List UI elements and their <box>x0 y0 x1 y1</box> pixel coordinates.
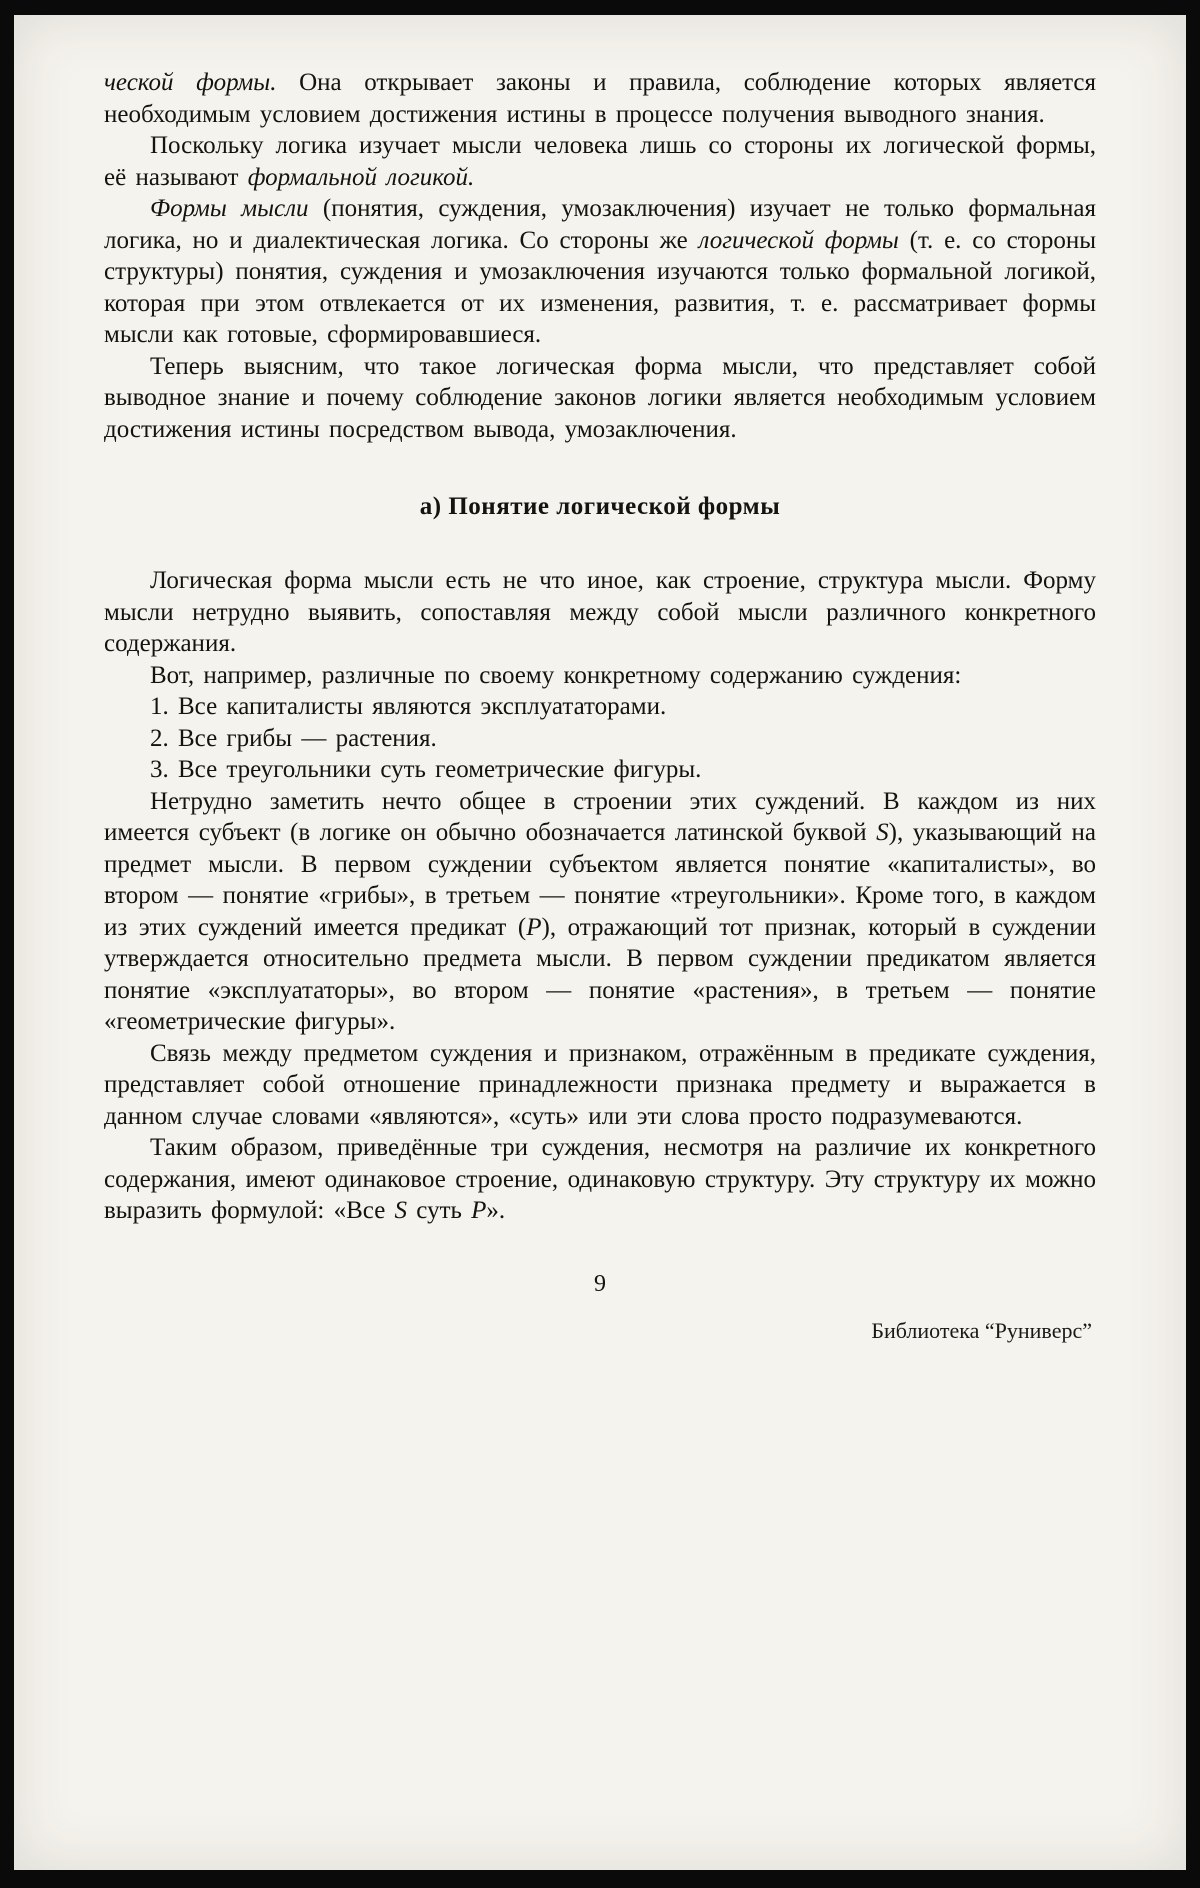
section-heading: а) Понятие логической формы <box>419 493 781 520</box>
paragraph <box>104 786 1096 1038</box>
body-text: ), отражающий тот признак, который в суждении утверждается относительно предмета мысли. В первом суждении предикатом является понятие «эксплуататоры», во втором — понятие «растения», в третьем — понятие «геометрические фигуры». <box>104 913 1096 1035</box>
paragraph <box>104 660 1096 692</box>
paragraph <box>104 193 1096 351</box>
paragraph <box>104 1038 1096 1133</box>
body-text: Логическая форма мысли есть не что иное, как строение, структура мысли. Форму мысли нетрудно выявить, сопоставляя между собой мысли различного конкретного содержания. <box>104 567 1096 657</box>
italic-text: Р <box>526 913 542 941</box>
body-text: суть <box>407 1197 472 1224</box>
body-text: ), указывающий на предмет мысли. В первом суждении субъектом является понятие «капиталисты», во втором — понятие «грибы», в третьем — понятие «треугольники». Кроме того, в каждом из этих суждений имеется предикат ( <box>104 819 1096 941</box>
body-text: ». <box>486 1197 506 1224</box>
book-page <box>14 15 1186 1870</box>
italic-text: ческой формы. <box>104 69 277 96</box>
body-text: Вот, например, различные по своему конкретному содержанию суждения: <box>150 661 962 689</box>
paragraph <box>104 723 1096 755</box>
library-watermark: Библиотека “Руниверс” <box>871 1317 1092 1343</box>
paragraph <box>104 565 1096 660</box>
paragraph <box>104 1132 1096 1227</box>
italic-text: Р <box>471 1197 487 1224</box>
page-number: 9 <box>594 1270 606 1297</box>
paragraph <box>104 67 1096 130</box>
italic-text: формальной логикой. <box>247 163 475 191</box>
body-text: 2. Все грибы — растения. <box>150 724 437 752</box>
body-text: (т. е. со стороны структуры) понятия, суждения и умозаключения изучаются только формальной логикой, которая при этом отвлекается от их изменения, развития, т. е. рассматривает формы мысли как готовые, сформировавшиеся. <box>104 226 1096 348</box>
italic-text: логической формы <box>698 226 899 254</box>
body-text: Нетрудно заметить нечто общее в строении этих суждений. В каждом из них имеется субъект (в логике он обычно обозначается латинской буквой <box>104 787 1096 846</box>
paragraph <box>104 130 1096 193</box>
page-content <box>104 67 1096 1227</box>
body-text: 1. Все капиталисты являются эксплуататорами. <box>150 693 667 720</box>
italic-text: S <box>876 819 889 846</box>
italic-text: S <box>394 1197 408 1224</box>
body-text: Она открывает законы и правила, соблюдение которых является необходимым условием достижения истины в процессе получения выводного знания. <box>104 69 1096 128</box>
body-text: Связь между предметом суждения и признаком, отражённым в предикате суждения, представляет собой отношение принадлежности признака предмету и выражается в данном случае словами «являются», «суть» или эти слова просто подразумеваются. <box>104 1039 1096 1130</box>
body-text: Теперь выясним, что такое логическая форма мысли, что представляет собой выводное знание и почему соблюдение законов логики является необходимым условием достижения истины посредством вывода, умозаключения. <box>104 352 1096 443</box>
paragraph <box>104 691 1096 723</box>
body-text: (понятия, суждения, умозаключения) изучает не только формальная логика, но и диалектическая логика. Со стороны же <box>104 195 1096 254</box>
body-text: Поскольку логика изучает мысли человека лишь со стороны их логической формы, её называют <box>104 132 1096 191</box>
body-text: 3. Все треугольники суть геометрические фигуры. <box>150 756 702 783</box>
italic-text: Формы мысли <box>150 195 309 222</box>
paragraph <box>104 754 1096 786</box>
body-text: Таким образом, приведённые три суждения, несмотря на различие их конкретного содержания, имеют одинаковое строение, одинаковую структуру. Эту структуру их можно выразить формулой: «Все <box>104 1134 1096 1224</box>
paragraph <box>104 351 1096 446</box>
